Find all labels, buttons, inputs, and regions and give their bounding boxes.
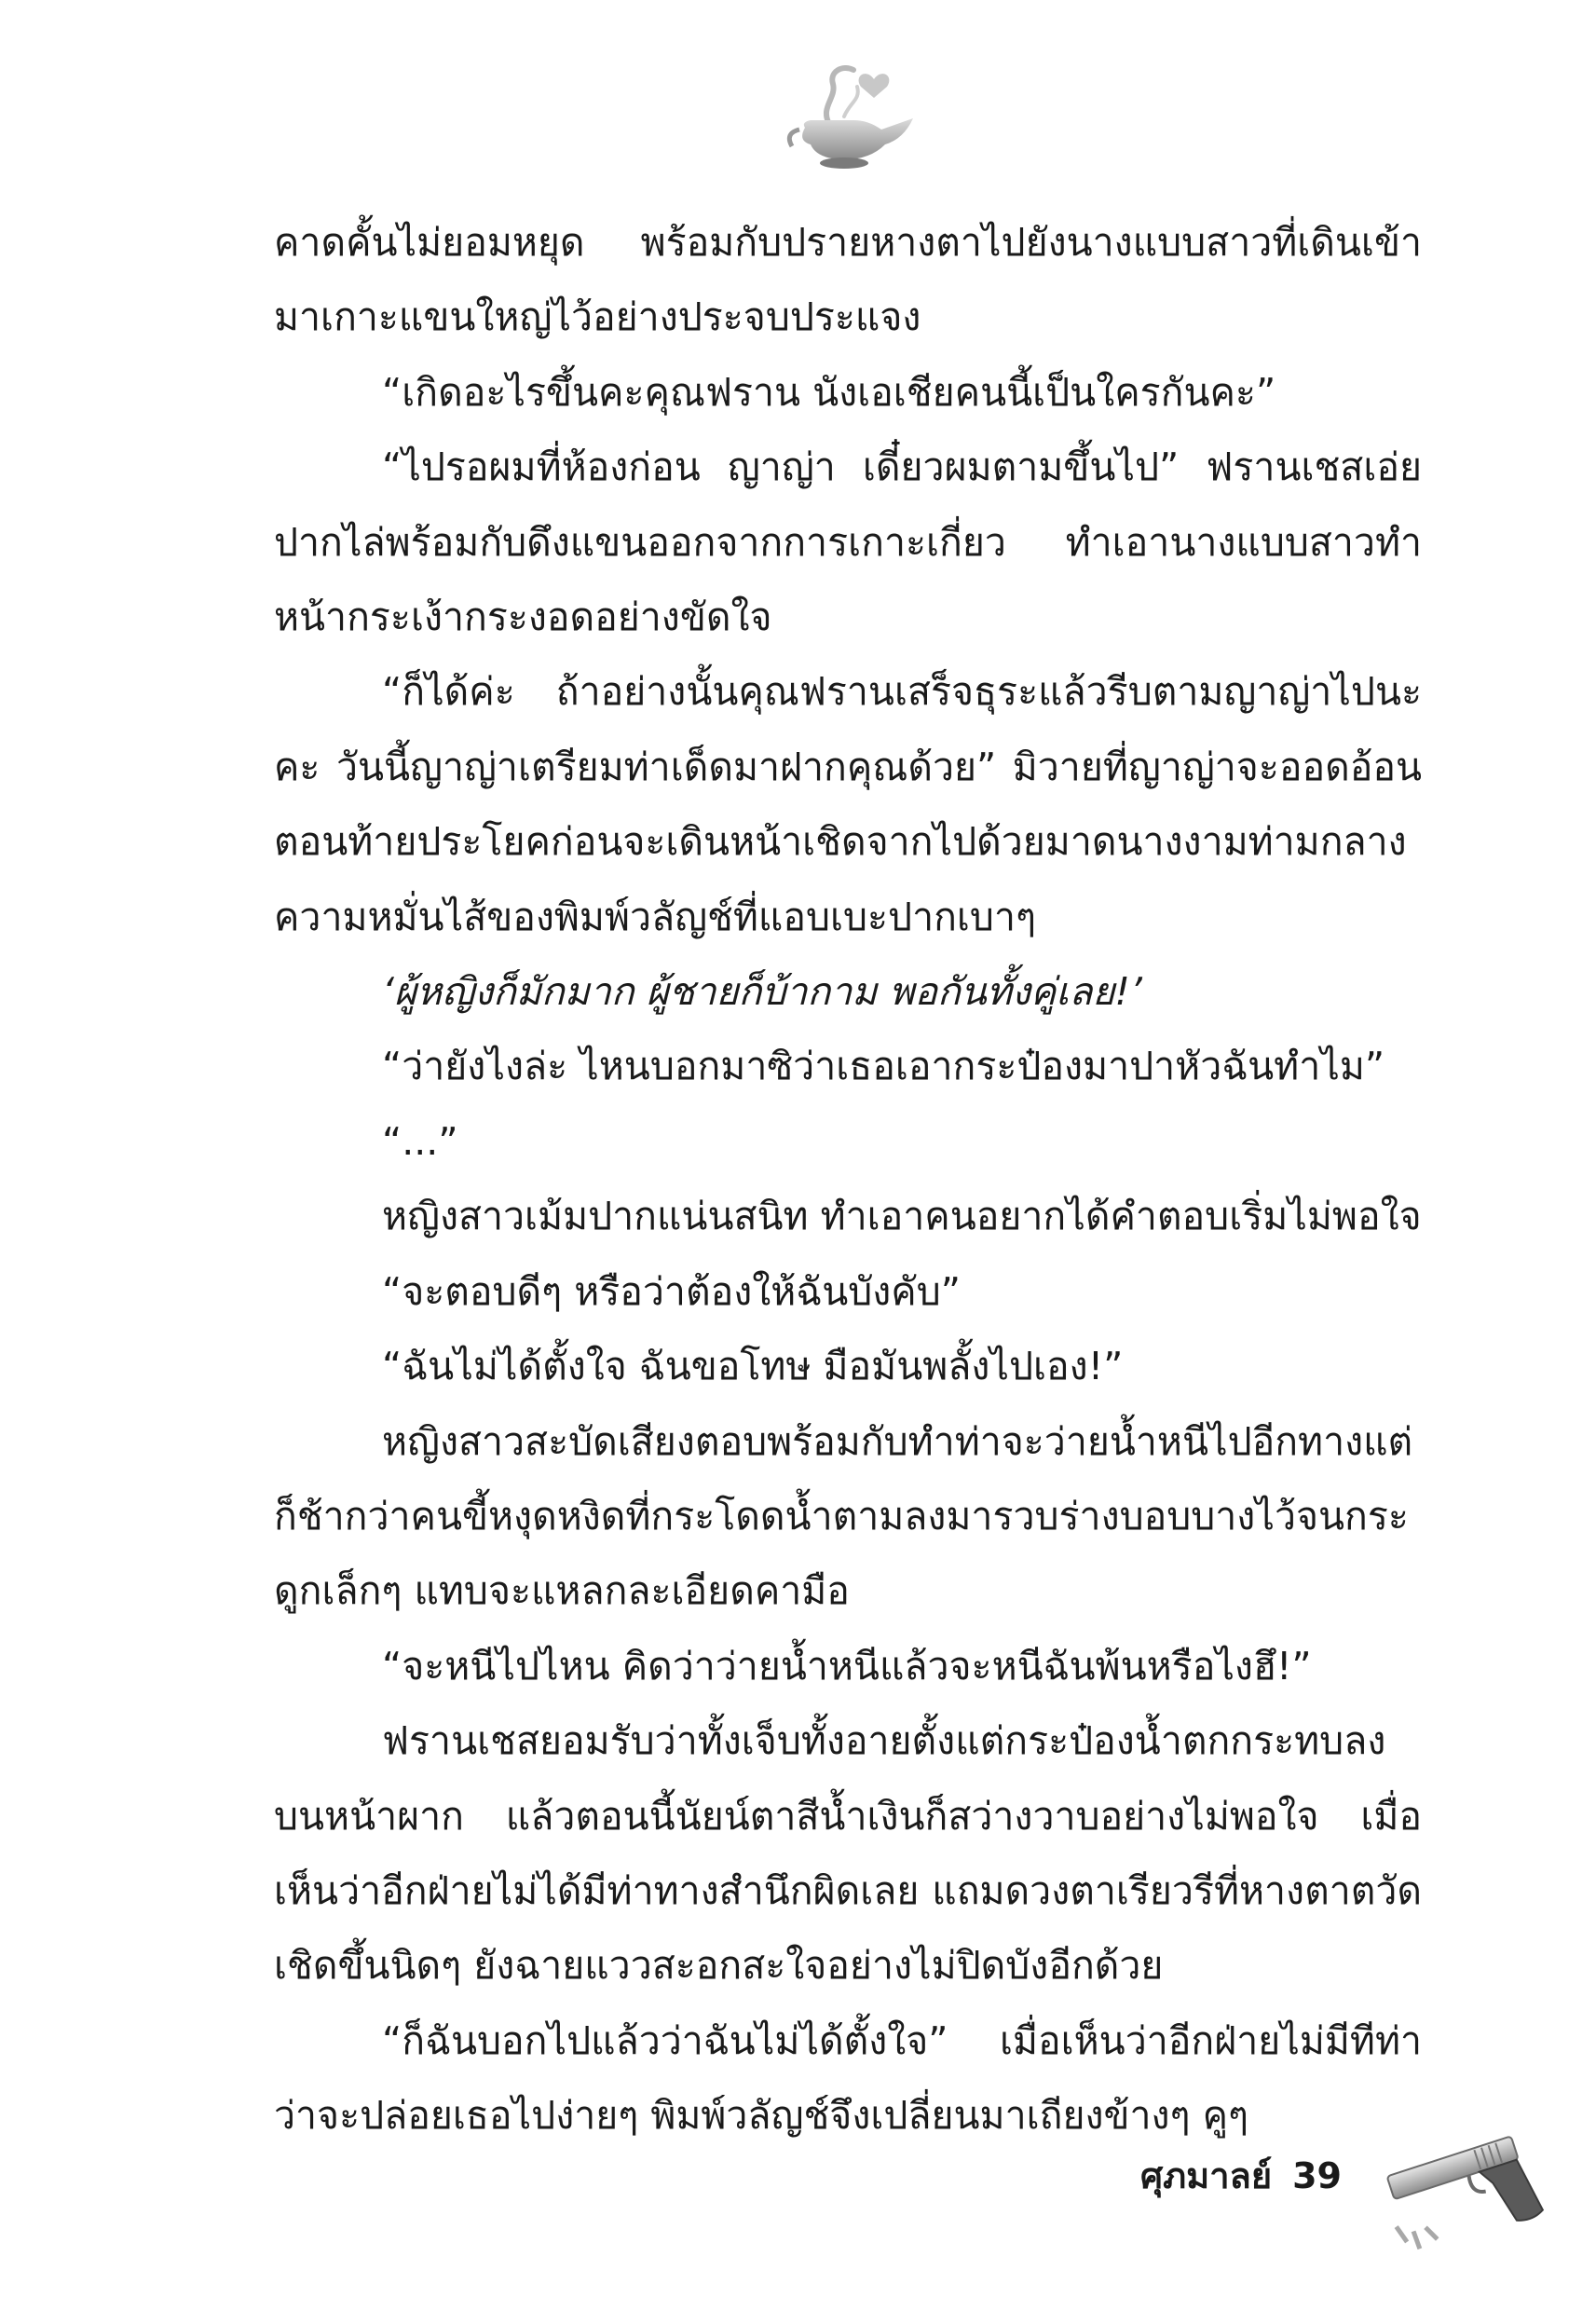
genie-lamp-icon — [764, 51, 932, 177]
paragraph: หญิงสาวสะบัดเสียงตอบพร้อมกับทำท่าจะว่ายน้ำหนีไปอีกทางแต่ก็ช้ากว่าคนขี้หงุดหงิดที่กระโดดน้ำตามลงมารวบร่างบอบบางไว้จนกระดูกเล็กๆ แทบจะแหลกละเอียดคามือ — [274, 1418, 1413, 1614]
paragraph: “...” — [382, 1118, 458, 1164]
page-number: 39 — [1292, 2155, 1342, 2196]
paragraph: “เกิดอะไรขึ้นคะคุณฟราน นังเอเชียคนนี้เป็นใครกันคะ” — [382, 369, 1276, 415]
paragraph: “ฉันไม่ได้ตั้งใจ ฉันขอโทษ มือมันพลั้งไปเอง!” — [382, 1344, 1124, 1389]
paragraph: คาดคั้นไม่ยอมหยุด พร้อมกับปรายหางตาไปยังนางแบบสาวที่เดินเข้ามาเกาะแขนใหญ่ไว้อย่างประจบประแจง — [274, 220, 1422, 340]
paragraph: “จะหนีไปไหน คิดว่าว่ายน้ำหนีแล้วจะหนีฉันพ้นหรือไงฮึ!” — [382, 1643, 1312, 1689]
author-name: ศุภมาลย์ — [1140, 2155, 1273, 2196]
body-text — [274, 205, 1422, 2154]
paragraph: “ว่ายังไงล่ะ ไหนบอกมาซิว่าเธอเอากระป๋องมาปาหัวฉันทำไม” — [382, 1044, 1385, 1089]
paragraph: “ไปรอผมที่ห้องก่อน ญาญ่า เดี๋ยวผมตามขึ้นไป” ฟรานเชสเอ่ยปากไล่พร้อมกับดึงแขนออกจากการเกาะเกี่ยว ทำเอานางแบบสาวทำหน้ากระเง้ากระงอดอย่างขัดใจ — [274, 444, 1422, 640]
paragraph: หญิงสาวเม้มปากแน่นสนิท ทำเอาคนอยากได้คำตอบเริ่มไม่พอใจ — [382, 1194, 1422, 1239]
paragraph: ฟรานเชสยอมรับว่าทั้งเจ็บทั้งอายตั้งแต่กระป๋องน้ำตกกระทบลงบนหน้าผาก แล้วตอนนี้นัยน์ตาสีน้ำเงินก็สว่างวาบอย่างไม่พอใจ เมื่อเห็นว่าอีกฝ่ายไม่ได้มีท่าทางสำนึกผิดเลย แถมดวงตาเรียวรีที่หางตาตวัดเชิดขึ้นนิดๆ ยังฉายแววสะอกสะใจอย่างไม่ปิดบังอีกด้วย — [274, 1718, 1422, 1989]
paragraph: “ก็ฉันบอกไปแล้วว่าฉันไม่ได้ตั้งใจ” เมื่อเห็นว่าอีกฝ่ายไม่มีทีท่าว่าจะปล่อยเธอไปง่ายๆ พิมพ์วลัญช์จึงเปลี่ยนมาเถียงข้างๆ คูๆ — [274, 2017, 1422, 2139]
paragraph: ‘ผู้หญิงก็มักมาก ผู้ชายก็บ้ากาม พอกันทั้งคู่เลย!’ — [382, 969, 1142, 1015]
page-footer — [1140, 2153, 1342, 2199]
paragraph: “ก็ได้ค่ะ ถ้าอย่างนั้นคุณฟรานเสร็จธุระแล้วรีบตามญาญ่าไปนะคะ วันนี้ญาญ่าเตรียมท่าเด็ดมาฝากคุณด้วย” มิวายที่ญาญ่าจะออดอ้อนตอนท้ายประโยคก่อนจะเดินหน้าเชิดจากไปด้วยมาดนางงามท่ามกลางความหมั่นไส้ของพิมพ์วลัญช์ที่แอบเบะปากเบาๆ — [274, 669, 1422, 939]
paragraph: “จะตอบดีๆ หรือว่าต้องให้ฉันบังคับ” — [382, 1268, 961, 1314]
pistol-icon — [1381, 2115, 1547, 2255]
